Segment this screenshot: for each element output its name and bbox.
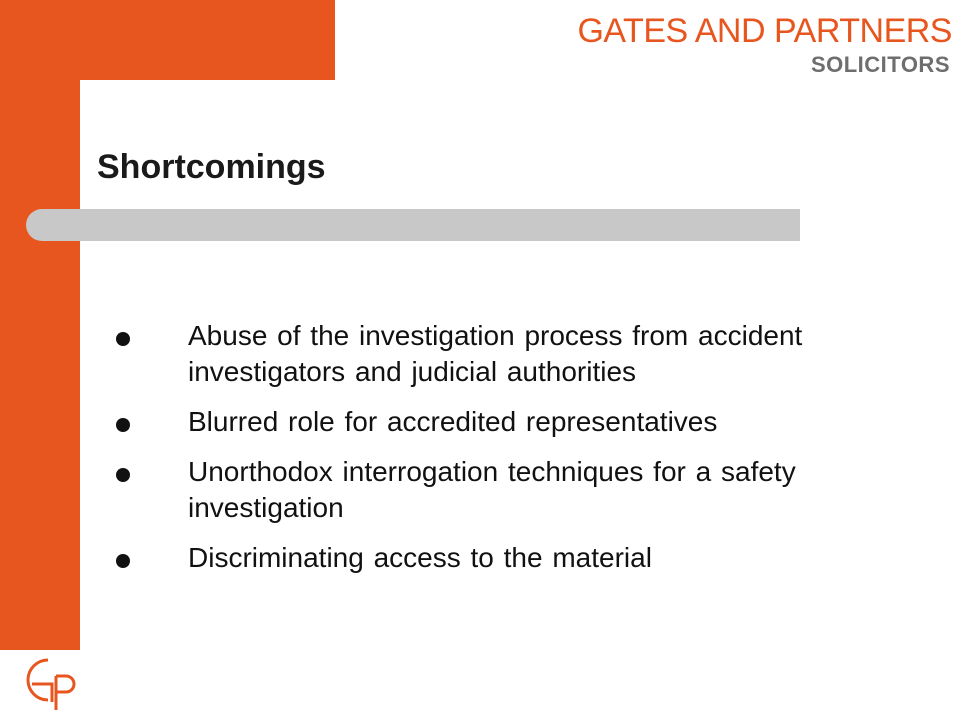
company-logo-subtitle: SOLICITORS (810, 52, 950, 77)
bullet-dot-icon (116, 468, 130, 482)
gp-monogram-logo (18, 652, 78, 712)
bullet-text: Discriminating access to the material (188, 542, 652, 573)
bullet-item (110, 318, 910, 390)
bullet-item (110, 540, 910, 576)
slide-title: Shortcomings (97, 148, 326, 186)
left-accent-bar (0, 0, 80, 650)
logo-brand-part1: GATES AND (577, 12, 774, 50)
bullet-dot-icon (116, 418, 130, 432)
bullet-dot-icon (116, 332, 130, 346)
top-accent-bar (0, 0, 335, 80)
bullet-text: Unorthodox interrogation techniques for a safety investigation (188, 456, 796, 523)
bullet-item (110, 454, 910, 526)
bullet-list (110, 318, 910, 590)
bullet-text: Abuse of the investigation process from accident investigators and judicial authorities (188, 320, 803, 387)
company-logo-wordmark (577, 12, 952, 51)
bullet-item (110, 404, 910, 440)
bullet-dot-icon (116, 554, 130, 568)
title-underline-bar (26, 209, 800, 241)
logo-brand-part2: PARTNERS (773, 12, 952, 50)
bullet-text: Blurred role for accredited representatives (188, 406, 718, 437)
